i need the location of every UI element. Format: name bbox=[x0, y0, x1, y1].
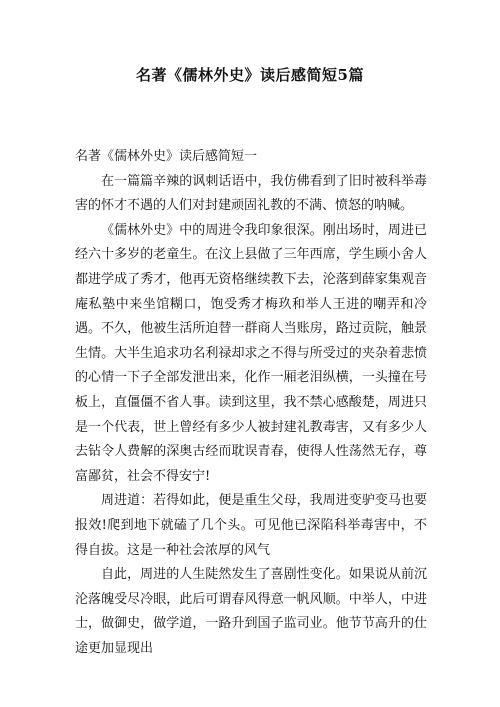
paragraph: 自此，周进的人生陡然发生了喜剧性变化。如果说从前沉沦落魄受尽冷眼，此后可谓春风得意一帆风顺。中举人，中进士，做御史，做学道，一路升到国子监司业。他节节高升的仕途更加显现出 bbox=[75, 567, 427, 656]
document-body bbox=[75, 145, 427, 661]
paragraph: 《儒林外史》中的周进令我印象很深。刚出场时，周进已经六十多岁的老童生。在汶上县做了三年西席，学生顾小舍人都进学成了秀才，他再无资格继续教下去，沦落到薛家集观音庵私塾中来坐馆糊口，饱受秀才梅玖和举人王进的嘲弄和冷遇。不久，他被生活所迫替一群商人当账房，路过贡院，触景生情。大半生追求功名利禄却求之不得与所受过的夹杂着悲愤的心情一下子全部发泄出来，化作一厢老泪纵横，一头撞在号板上，直僵僵不省人事。读到这里，我不禁心感酸楚，周进只是一个代表，世上曾经有多少人被封建礼教毒害，又有多少人去钻令人费解的深奥古经而耽误青春，使得人性荡然无存，尊富鄙贫，社会不得安宁! bbox=[75, 222, 427, 484]
section-title: 名著《儒林外史》读后感简短一 bbox=[75, 149, 258, 164]
document-title: 名著《儒林外史》读后感简短5篇 bbox=[136, 66, 364, 84]
paragraph: 周进道：若得如此，便是重生父母，我周进变驴变马也要报效!爬到地下就磕了几个头。可见他已深陷科举毒害中，不得自拔。这是一种社会浓厚的风气 bbox=[75, 493, 427, 558]
paragraph: 在一篇篇辛辣的讽刺话语中，我仿佛看到了旧时被科举毒害的怀才不遇的人们对封建顽固礼教的不满、愤怒的呐喊。 bbox=[75, 173, 427, 214]
